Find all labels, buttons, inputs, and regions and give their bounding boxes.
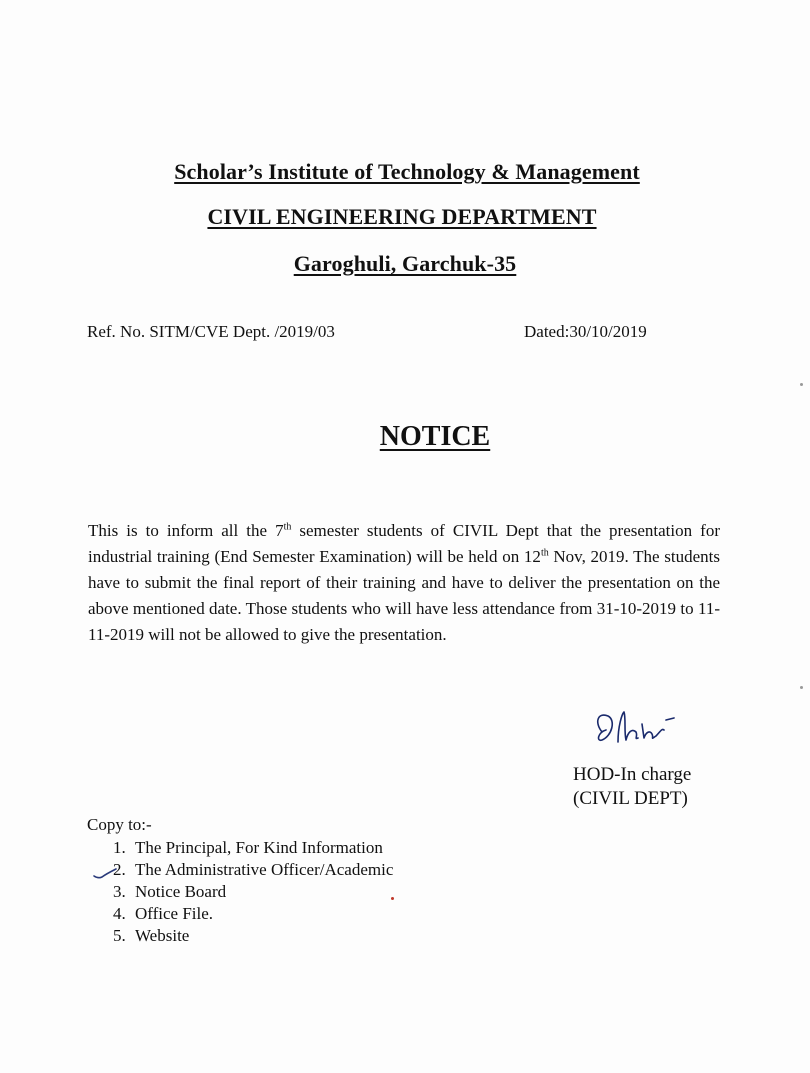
copy-to-item (113, 903, 393, 925)
signatory-block (573, 763, 691, 811)
ordinal-suffix-1: th (283, 521, 292, 533)
reference-number: Ref. No. SITM/CVE Dept. /2019/03 (87, 322, 335, 341)
notice-title: NOTICE (379, 421, 491, 452)
department-name: CIVIL ENGINEERING DEPARTMENT (207, 204, 597, 229)
copy-item-text: The Principal, For Kind Information (135, 838, 383, 857)
body-text-part-2: semester students of CIVIL Dept that the presentation for industrial training (End Semester Examination) will be held on 12 (88, 521, 720, 566)
ink-speck (391, 897, 394, 900)
copy-to-item (113, 837, 393, 859)
body-text-part-1: This is to inform all the 7 (88, 521, 284, 540)
copy-item-number: 4. (113, 904, 126, 923)
copy-to-item (113, 859, 393, 881)
institute-address: Garoghuli, Garchuk-35 (293, 251, 517, 276)
copy-to-label: Copy to:- (87, 815, 152, 834)
notice-body (88, 518, 720, 648)
scan-speck (800, 686, 803, 689)
copy-item-number: 1. (113, 838, 126, 857)
copy-item-number: 3. (113, 882, 126, 901)
scan-speck (800, 383, 803, 386)
copy-item-number: 5. (113, 926, 126, 945)
copy-item-text: The Administrative Officer/Academic (135, 860, 394, 879)
copy-item-text: Notice Board (135, 882, 227, 901)
copy-item-text: Office File. (135, 904, 214, 923)
hod-signature (588, 702, 678, 750)
copy-to-item (113, 925, 393, 947)
ordinal-suffix-2: th (540, 547, 549, 559)
copy-to-item (113, 881, 393, 903)
body-text-part-3: Nov, 2019. The students have to submit the final report of their training and have to deliver the presentation on the above mentioned date. Those students who will have less attendance from 31-10-2019 to 11-11-2019 will not be allowed to give the presentation. (88, 547, 720, 644)
copy-item-number: 2. (113, 860, 126, 879)
signatory-title: HOD-In charge (573, 764, 692, 785)
copy-to-list (113, 837, 393, 947)
notice-date: Dated:30/10/2019 (524, 322, 647, 341)
copy-item-text: Website (135, 926, 190, 945)
institute-name: Scholar’s Institute of Technology & Management (174, 159, 640, 184)
signatory-department: (CIVIL DEPT) (573, 788, 688, 809)
